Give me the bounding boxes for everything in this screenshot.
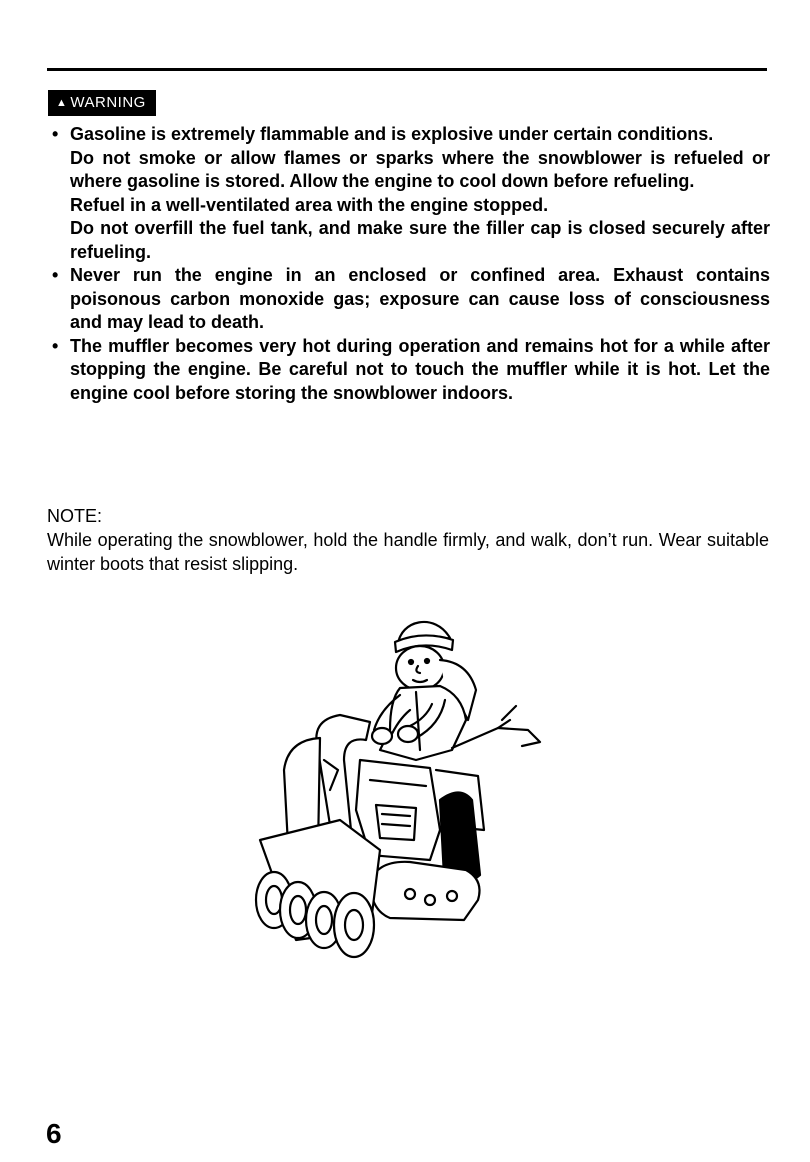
warning-item-muffler (50, 335, 770, 406)
warning-paragraph: Do not overfill the fuel tank, and make sure the filler cap is closed securely after refueling. (70, 218, 770, 262)
warning-item-exhaust (50, 264, 770, 335)
note-text: While operating the snowblower, hold the handle firmly, and walk, don’t run. Wear suitable winter boots that resist slipping. (47, 530, 769, 574)
page-number: 6 (46, 1118, 62, 1149)
warning-paragraph: The muffler becomes very hot during operation and remains hot for a while after stopping the engine. Be careful not to touch the muffler while it is hot. Let the engine cool before storing the snowblower indoors. (70, 335, 770, 403)
warning-item-gasoline (50, 123, 770, 264)
warning-list (50, 123, 770, 405)
bullet-dot: • (52, 335, 59, 356)
warning-triangle-icon: ▲ (56, 97, 68, 109)
top-rule (47, 68, 767, 71)
warning-paragraph: Gasoline is extremely flammable and is explosive under certain conditions. (70, 124, 714, 144)
bullet-dot: • (52, 265, 59, 285)
note-section (47, 504, 769, 576)
snowblower-operator-illustration (240, 600, 550, 970)
note-title: NOTE: (47, 506, 103, 526)
warning-paragraph: Refuel in a well-ventilated area with the engine stopped. (70, 194, 549, 215)
warning-paragraph: Do not smoke or allow flames or sparks where the snowblower is refueled or where gasoline is stored. Allow the engine to cool down before refueling. (70, 147, 770, 191)
bullet-dot: • (52, 124, 59, 144)
warning-badge (48, 90, 156, 116)
warning-paragraph: Never run the engine in an enclosed or confined area. Exhaust contains poisonous carbon monoxide gas; exposure can cause loss of consciousness and may lead to death. (70, 265, 770, 332)
warning-label: WARNING (70, 94, 146, 111)
